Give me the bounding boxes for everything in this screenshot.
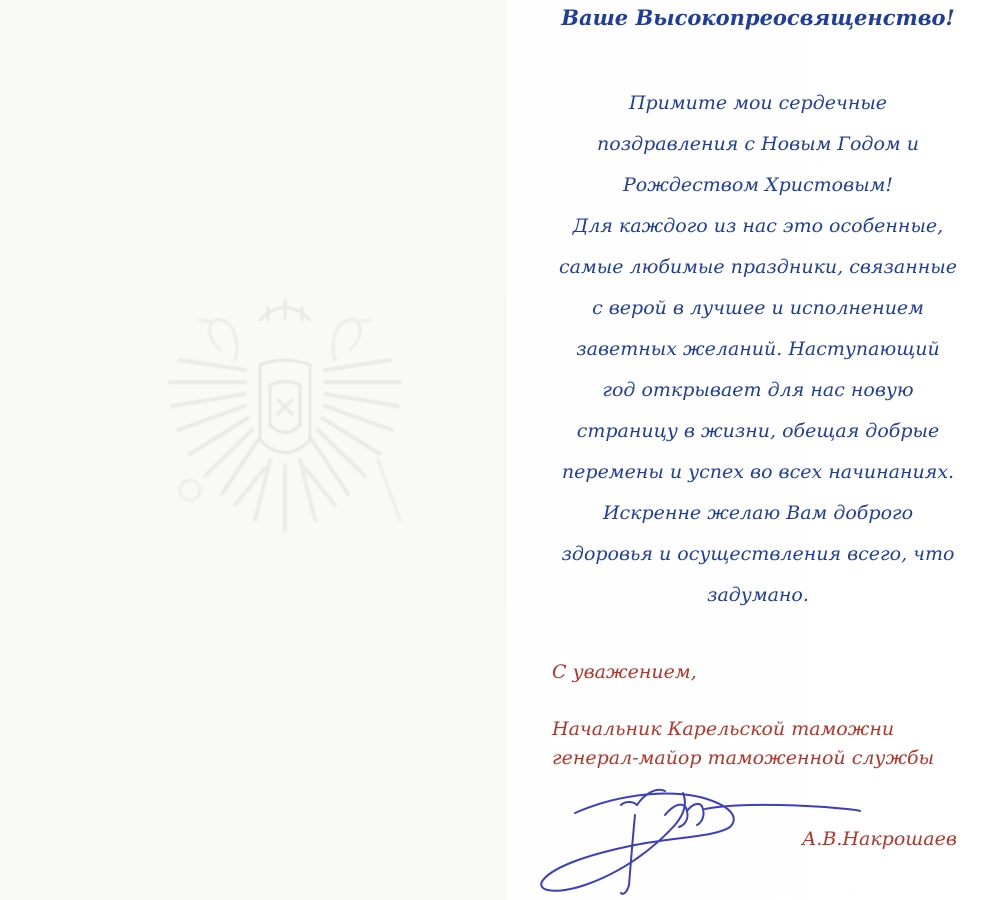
body-line: Искренне желаю Вам доброго	[602, 502, 914, 524]
sender-title-line-1: Начальник Карельской таможни	[552, 718, 895, 740]
body-line: самые любимые праздники, связанные	[559, 256, 957, 278]
sender-title-line-2: генерал-майор таможенной службы	[552, 747, 935, 769]
letter-closing: С уважением,	[552, 661, 697, 683]
body-line: здоровья и осуществления всего, что	[561, 543, 955, 565]
sender-name: А.В.Накрошаев	[802, 828, 957, 850]
body-line: перемены и успех во всех начинаниях.	[561, 461, 955, 483]
body-line: Рождеством Христовым!	[623, 174, 893, 196]
sender-title	[552, 715, 934, 773]
letter-salutation: Ваше Высокопреосвященство!	[561, 5, 955, 30]
double-headed-eagle-emboss-icon	[150, 290, 420, 560]
letter-body	[520, 88, 996, 621]
card-fold	[505, 0, 506, 900]
body-line: год открывает для нас новую	[602, 379, 914, 401]
body-line: поздравления с Новым Годом и	[597, 133, 919, 155]
body-line: Примите мои сердечные	[628, 92, 888, 114]
body-line: заветных желаний. Наступающий	[576, 338, 940, 360]
body-line: задумано.	[707, 584, 809, 606]
body-line: Для каждого из нас это особенные,	[572, 215, 944, 237]
body-line: с верой в лучшее и исполнением	[592, 297, 924, 319]
body-line: страницу в жизни, обещая добрые	[576, 420, 940, 442]
